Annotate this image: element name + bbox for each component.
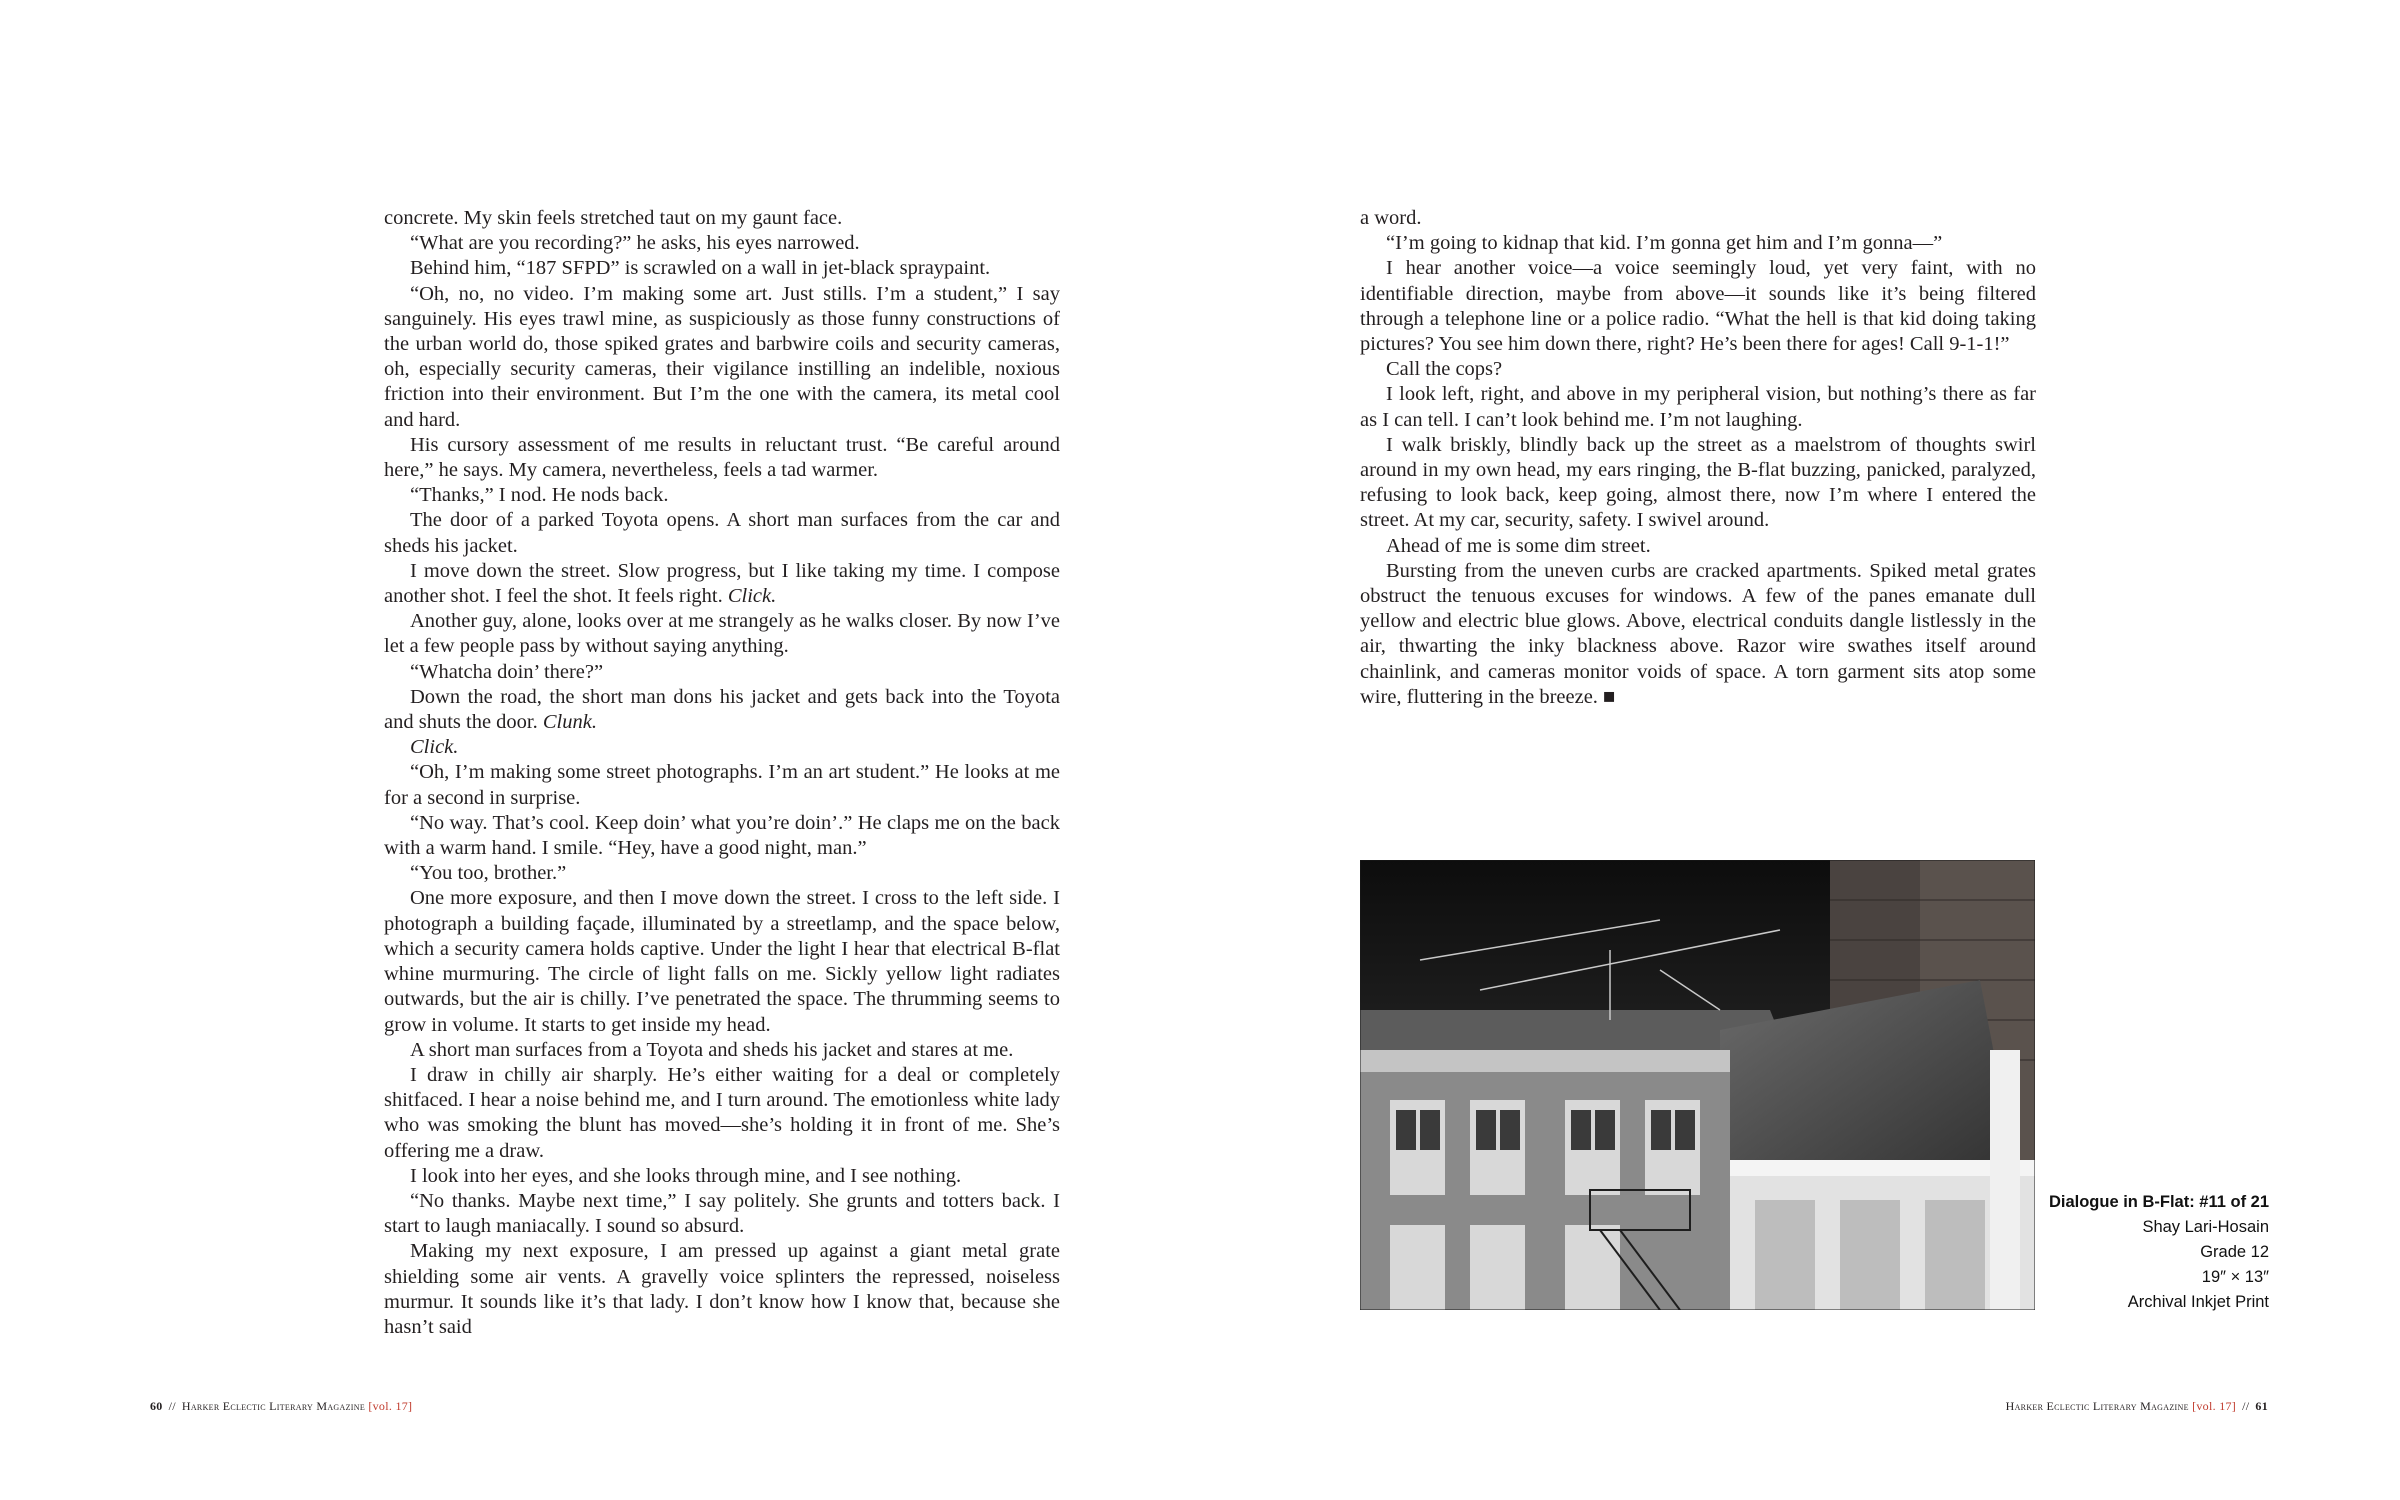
artwork-photograph bbox=[1360, 860, 2035, 1310]
paragraph: a word. bbox=[1360, 207, 1422, 229]
footer-separator: // bbox=[168, 1399, 176, 1413]
paragraph: Another guy, alone, looks over at me strangely as he walks closer. By now I’ve let a few people pass by without saying anything. bbox=[384, 610, 1060, 658]
paragraph: “I’m going to kidnap that kid. I’m gonna get him and I’m gonna—” bbox=[1386, 232, 1943, 255]
magazine-name: Harker Eclectic Literary Magazine bbox=[181, 1399, 366, 1413]
paragraph: Making my next exposure, I am pressed up against a giant metal grate shielding some air vents. A gravelly voice splinters the repressed, noiseless murmur. It sounds like it’s that lady. I don’t know how I know that, because she hasn’t said bbox=[384, 1240, 1060, 1338]
paragraph: I look into her eyes, and she looks through mine, and I see nothing. bbox=[410, 1164, 962, 1187]
paragraph: concrete. My skin feels stretched taut on my gaunt face. bbox=[384, 207, 843, 229]
page-number-left: 60 bbox=[150, 1399, 163, 1413]
paragraph: One more exposure, and then I move down the street. I cross to the left side. I photograph a building façade, illuminated by a streetlamp, and the space below, which a security camera holds captive. Under the light I hear that electrical B-flat whine murmuring. The circle of light falls on me. Sickly yellow light radiates outwards, but the air is chilly. I’ve penetrated the space. The thrumming seems to grow in volume. It starts to get inside my head. bbox=[384, 887, 1060, 1036]
paragraph: I draw in chilly air sharply. He’s either waiting for a deal or completely shitfaced. I hear a noise behind me, and I turn around. The emotionless white lady who was smoking the blunt has moved—she’s holding it in front of me. She’s offering me a draw. bbox=[384, 1063, 1060, 1162]
paragraph: I look left, right, and above in my peripheral vision, but nothing’s there as far as I can tell. I can’t look behind me. I’m not laughing. bbox=[1360, 383, 2036, 431]
footer-left bbox=[150, 1399, 412, 1414]
artwork-medium: Archival Inkjet Print bbox=[2127, 1293, 2269, 1311]
right-text-column bbox=[1360, 206, 2036, 710]
paragraph: “Oh, no, no video. I’m making some art. Just stills. I’m a student,” I say sanguinely. His eyes trawl mine, as suspiciously as those funny constructions of the urban world do, those spiked grates and barbwire coils and security cameras, oh, especially security cameras, their vigilance instilling an indelible, noxious friction into their environment. But I’m the one with the camera, its metal cool and hard. bbox=[384, 282, 1060, 431]
italic-clunk: Clunk. bbox=[542, 711, 597, 734]
page-number-right: 61 bbox=[2255, 1399, 2268, 1413]
paragraph: Call the cops? bbox=[1386, 358, 1503, 381]
paragraph: “What are you recording?” he asks, his eyes narrowed. bbox=[410, 232, 860, 255]
artwork-grade: Grade 12 bbox=[2200, 1243, 2269, 1261]
artwork-caption bbox=[2049, 1190, 2269, 1315]
paragraph: “Thanks,” I nod. He nods back. bbox=[410, 484, 669, 507]
footer-separator: // bbox=[2242, 1399, 2250, 1413]
paragraph bbox=[384, 559, 1060, 609]
paragraph: “No thanks. Maybe next time,” I say politely. She grunts and totters back. I start to laugh maniacally. I sound so absurd. bbox=[384, 1189, 1060, 1238]
volume-label: [vol. 17] bbox=[368, 1399, 413, 1413]
paragraph: Ahead of me is some dim street. bbox=[1386, 534, 1651, 557]
paragraph: “Whatcha doin’ there?” bbox=[410, 660, 604, 683]
italic-click: Click. bbox=[727, 585, 777, 608]
paragraph-text: I move down the street. Slow progress, but I like taking my time. I compose another shot. I feel the shot. It feels right. bbox=[384, 559, 1060, 608]
paragraph: I walk briskly, blindly back up the street as a maelstrom of thoughts swirl around in my own head, my ears ringing, the B-flat buzzing, panicked, paralyzed, refusing to look back, keep going, almost there, now I’m where I entered the street. At my car, security, safety. I swivel around. bbox=[1360, 433, 2036, 532]
paragraph: The door of a parked Toyota opens. A short man surfaces from the car and sheds his jacket. bbox=[384, 509, 1060, 557]
paragraph: Behind him, “187 SFPD” is scrawled on a wall in jet-black spraypaint. bbox=[410, 257, 991, 280]
italic-click-line: Click. bbox=[410, 736, 459, 759]
paragraph: “Oh, I’m making some street photographs. I’m an art student.” He looks at me for a second in surprise. bbox=[384, 761, 1060, 809]
paragraph: A short man surfaces from a Toyota and sheds his jacket and stares at me. bbox=[410, 1038, 1014, 1061]
paragraph: His cursory assessment of me results in reluctant trust. “Be careful around here,” he says. My camera, nevertheless, feels a tad warmer. bbox=[384, 433, 1060, 482]
magazine-name: Harker Eclectic Literary Magazine bbox=[2005, 1399, 2189, 1413]
paragraph bbox=[384, 735, 1060, 760]
left-text-column bbox=[384, 206, 1060, 1340]
paragraph: I hear another voice—a voice seemingly loud, yet very faint, with no identifiable direction, maybe from above—it sounds like it’s being filtered through a telephone line or a police radio. “What the hell is that kid doing taking pictures? You see him down there, right? He’s been there for ages! Call 9-1-1!” bbox=[1360, 257, 2036, 356]
paragraph bbox=[384, 685, 1060, 735]
paragraph: Bursting from the uneven curbs are cracked apartments. Spiked metal grates obstruct the tenuous excuses for windows. A few of the panes emanate dull yellow and electric blue glows. Above, electrical conduits dangle listlessly in the air, thwarting the inky blackness above. Razor wire swathes itself around chainlink, and cameras monitor voids of space. A torn garment sits atop some wire, fluttering in the breeze. ■ bbox=[1360, 559, 2036, 708]
paragraph: “No way. That’s cool. Keep doin’ what you’re doin’.” He claps me on the back with a warm hand. I smile. “Hey, have a good night, man.” bbox=[384, 811, 1060, 860]
footer-right bbox=[2006, 1399, 2268, 1414]
artwork-artist: Shay Lari-Hosain bbox=[2142, 1218, 2269, 1236]
artwork-dimensions: 19″ × 13″ bbox=[2201, 1268, 2269, 1286]
volume-label: [vol. 17] bbox=[2192, 1399, 2237, 1413]
paragraph-text: Down the road, the short man dons his jacket and gets back into the Toyota and shuts the door. bbox=[384, 685, 1060, 734]
artwork-title: Dialogue in B-Flat: #11 of 21 bbox=[2048, 1193, 2269, 1211]
paragraph: “You too, brother.” bbox=[410, 862, 567, 885]
